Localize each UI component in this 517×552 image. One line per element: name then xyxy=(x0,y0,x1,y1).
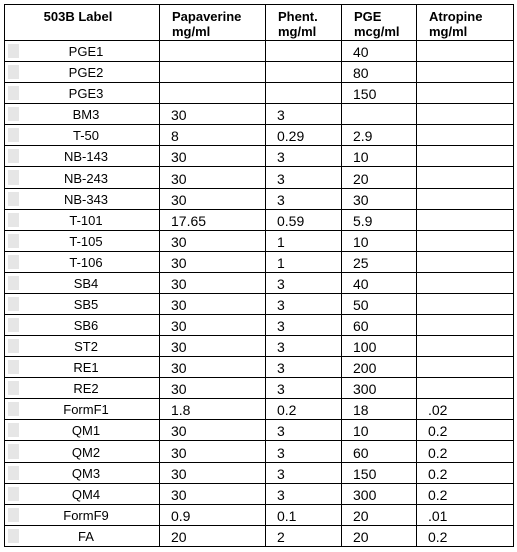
cell-phent: 3 xyxy=(266,336,342,357)
cell-papaverine: 30 xyxy=(160,188,266,209)
cell-papaverine: 30 xyxy=(160,272,266,293)
row-marker xyxy=(8,65,19,79)
table-row xyxy=(5,441,514,462)
table-row xyxy=(5,146,514,167)
row-marker xyxy=(8,213,19,227)
row-marker xyxy=(8,128,19,142)
cell-pge: 18 xyxy=(342,399,417,420)
cell-atropine xyxy=(417,146,514,167)
row-marker xyxy=(8,402,19,416)
cell-papaverine xyxy=(160,62,266,83)
cell-phent: 3 xyxy=(266,293,342,314)
cell-atropine xyxy=(417,272,514,293)
row-label-text: QM3 xyxy=(71,465,101,481)
cell-label xyxy=(5,420,160,441)
cell-phent: 0.59 xyxy=(266,209,342,230)
cell-atropine xyxy=(417,293,514,314)
row-marker xyxy=(8,466,19,480)
cell-phent: 3 xyxy=(266,483,342,504)
cell-phent xyxy=(266,83,342,104)
row-marker xyxy=(8,192,19,206)
cell-label xyxy=(5,315,160,336)
cell-pge: 300 xyxy=(342,483,417,504)
cell-phent: 3 xyxy=(266,272,342,293)
cell-pge: 2.9 xyxy=(342,125,417,146)
row-marker xyxy=(8,86,19,100)
row-label-text: RE1 xyxy=(73,360,99,376)
cell-atropine xyxy=(417,41,514,62)
table-row xyxy=(5,378,514,399)
cell-pge: 150 xyxy=(342,83,417,104)
col-header-atropine xyxy=(417,5,514,41)
cell-phent: 3 xyxy=(266,441,342,462)
cell-label xyxy=(5,462,160,483)
col-header-label-text: 503B Label xyxy=(43,9,113,24)
cell-pge: 20 xyxy=(342,167,417,188)
col-header-atropine-unit: mg/ml xyxy=(429,24,468,39)
cell-label xyxy=(5,293,160,314)
cell-pge: 40 xyxy=(342,272,417,293)
row-label-text: PGE2 xyxy=(68,65,104,81)
cell-pge: 10 xyxy=(342,146,417,167)
cell-papaverine: 30 xyxy=(160,251,266,272)
col-header-papaverine xyxy=(160,5,266,41)
cell-atropine xyxy=(417,378,514,399)
cell-atropine xyxy=(417,357,514,378)
cell-phent: 2 xyxy=(266,525,342,546)
cell-label xyxy=(5,504,160,525)
cell-phent: 0.2 xyxy=(266,399,342,420)
row-marker xyxy=(8,444,19,458)
cell-pge: 30 xyxy=(342,188,417,209)
table-row xyxy=(5,125,514,146)
cell-papaverine: 30 xyxy=(160,420,266,441)
row-label-text: ST2 xyxy=(74,339,98,355)
row-label-text: PGE3 xyxy=(68,86,104,102)
cell-label xyxy=(5,399,160,420)
cell-pge: 80 xyxy=(342,62,417,83)
col-header-phent-unit: mg/ml xyxy=(278,24,317,39)
table-row xyxy=(5,462,514,483)
table-row xyxy=(5,188,514,209)
cell-pge: 10 xyxy=(342,230,417,251)
cell-label xyxy=(5,62,160,83)
table-row xyxy=(5,272,514,293)
cell-papaverine: 17.65 xyxy=(160,209,266,230)
cell-label xyxy=(5,167,160,188)
cell-papaverine: 30 xyxy=(160,230,266,251)
row-label-text: QM1 xyxy=(71,423,101,439)
row-label-text: NB-243 xyxy=(63,170,109,186)
row-marker xyxy=(8,44,19,58)
cell-pge xyxy=(342,104,417,125)
row-marker xyxy=(8,381,19,395)
cell-pge: 5.9 xyxy=(342,209,417,230)
cell-label xyxy=(5,251,160,272)
cell-papaverine: 8 xyxy=(160,125,266,146)
cell-papaverine: 30 xyxy=(160,104,266,125)
cell-papaverine xyxy=(160,41,266,62)
cell-pge: 100 xyxy=(342,336,417,357)
cell-papaverine: 20 xyxy=(160,525,266,546)
cell-atropine xyxy=(417,336,514,357)
row-label-text: T-101 xyxy=(69,212,103,228)
row-marker xyxy=(8,487,19,501)
cell-label xyxy=(5,272,160,293)
cell-atropine: 0.2 xyxy=(417,483,514,504)
row-label-text: FA xyxy=(78,529,94,544)
cell-papaverine: 30 xyxy=(160,315,266,336)
cell-pge: 60 xyxy=(342,441,417,462)
cell-atropine xyxy=(417,230,514,251)
cell-label xyxy=(5,83,160,104)
table-row xyxy=(5,62,514,83)
row-label-text: BM3 xyxy=(72,107,100,123)
row-marker xyxy=(8,360,19,374)
cell-atropine xyxy=(417,188,514,209)
table-row xyxy=(5,230,514,251)
table-row xyxy=(5,83,514,104)
table-row xyxy=(5,167,514,188)
row-marker xyxy=(8,276,19,290)
cell-pge: 20 xyxy=(342,525,417,546)
row-label-text: QM2 xyxy=(71,444,101,460)
cell-papaverine: 30 xyxy=(160,146,266,167)
col-header-label xyxy=(5,5,160,41)
row-label-text: SB6 xyxy=(73,318,99,334)
cell-papaverine: 0.9 xyxy=(160,504,266,525)
cell-atropine xyxy=(417,83,514,104)
cell-label xyxy=(5,209,160,230)
col-header-phent-title: Phent. xyxy=(278,9,318,24)
table-row xyxy=(5,336,514,357)
cell-pge: 300 xyxy=(342,378,417,399)
cell-label xyxy=(5,483,160,504)
row-label-text: SB5 xyxy=(73,297,99,313)
cell-label xyxy=(5,336,160,357)
cell-papaverine: 30 xyxy=(160,293,266,314)
cell-atropine: .01 xyxy=(417,504,514,525)
row-marker xyxy=(8,107,19,121)
col-header-papaverine-title: Papaverine xyxy=(172,9,242,24)
row-marker xyxy=(8,255,19,269)
cell-label xyxy=(5,146,160,167)
row-marker xyxy=(8,318,19,332)
cell-label xyxy=(5,41,160,62)
cell-atropine: 0.2 xyxy=(417,420,514,441)
col-header-phent xyxy=(266,5,342,41)
cell-papaverine: 30 xyxy=(160,378,266,399)
cell-phent: 1 xyxy=(266,251,342,272)
cell-papaverine: 30 xyxy=(160,357,266,378)
row-marker xyxy=(8,423,19,437)
cell-label xyxy=(5,230,160,251)
cell-phent: 0.29 xyxy=(266,125,342,146)
col-header-pge-unit: mcg/ml xyxy=(354,24,400,39)
cell-papaverine: 30 xyxy=(160,336,266,357)
table-row xyxy=(5,399,514,420)
row-marker xyxy=(8,508,19,522)
row-label-text: FormF1 xyxy=(63,402,109,418)
cell-phent: 3 xyxy=(266,167,342,188)
row-label-text: T-105 xyxy=(69,233,103,249)
table-row xyxy=(5,251,514,272)
cell-label xyxy=(5,441,160,462)
cell-atropine xyxy=(417,251,514,272)
table-row xyxy=(5,483,514,504)
table-row xyxy=(5,357,514,378)
row-marker xyxy=(8,339,19,353)
col-header-pge-title: PGE xyxy=(354,9,382,24)
row-label-text: T-50 xyxy=(72,128,99,144)
cell-papaverine: 30 xyxy=(160,167,266,188)
cell-atropine: 0.2 xyxy=(417,462,514,483)
row-marker xyxy=(8,234,19,248)
dosage-table xyxy=(4,4,514,547)
row-label-text: T-106 xyxy=(69,254,103,270)
row-label-text: SB4 xyxy=(73,275,99,291)
cell-pge: 40 xyxy=(342,41,417,62)
row-marker xyxy=(8,297,19,311)
table-row xyxy=(5,293,514,314)
table-body xyxy=(5,41,514,547)
cell-label xyxy=(5,104,160,125)
cell-label xyxy=(5,378,160,399)
cell-phent: 0.1 xyxy=(266,504,342,525)
table-row xyxy=(5,525,514,546)
table-row xyxy=(5,41,514,62)
cell-label xyxy=(5,125,160,146)
cell-phent: 3 xyxy=(266,315,342,336)
cell-phent: 3 xyxy=(266,420,342,441)
cell-pge: 10 xyxy=(342,420,417,441)
col-header-atropine-title: Atropine xyxy=(429,9,483,24)
row-marker xyxy=(8,170,19,184)
col-header-pge xyxy=(342,5,417,41)
cell-pge: 150 xyxy=(342,462,417,483)
row-marker xyxy=(8,149,19,163)
cell-phent: 3 xyxy=(266,146,342,167)
cell-papaverine: 30 xyxy=(160,441,266,462)
table-row xyxy=(5,315,514,336)
row-label-text: NB-343 xyxy=(63,191,109,207)
cell-atropine xyxy=(417,104,514,125)
table-row xyxy=(5,420,514,441)
col-header-papaverine-unit: mg/ml xyxy=(172,24,211,39)
table-row xyxy=(5,209,514,230)
row-label-text: PGE1 xyxy=(68,44,104,60)
cell-pge: 25 xyxy=(342,251,417,272)
cell-atropine xyxy=(417,167,514,188)
row-label-text: QM4 xyxy=(71,486,101,502)
cell-papaverine: 1.8 xyxy=(160,399,266,420)
cell-pge: 20 xyxy=(342,504,417,525)
cell-label xyxy=(5,525,160,546)
cell-phent xyxy=(266,62,342,83)
cell-atropine: .02 xyxy=(417,399,514,420)
cell-papaverine xyxy=(160,83,266,104)
cell-phent: 1 xyxy=(266,230,342,251)
cell-phent: 3 xyxy=(266,104,342,125)
cell-phent: 3 xyxy=(266,378,342,399)
cell-atropine: 0.2 xyxy=(417,441,514,462)
cell-phent: 3 xyxy=(266,357,342,378)
row-label-text: NB-143 xyxy=(63,149,109,165)
row-marker xyxy=(8,529,19,543)
cell-phent: 3 xyxy=(266,188,342,209)
cell-label xyxy=(5,357,160,378)
cell-label xyxy=(5,188,160,209)
table-row xyxy=(5,104,514,125)
cell-pge: 200 xyxy=(342,357,417,378)
header-row xyxy=(5,5,514,41)
cell-pge: 60 xyxy=(342,315,417,336)
cell-atropine: 0.2 xyxy=(417,525,514,546)
cell-phent: 3 xyxy=(266,462,342,483)
cell-atropine xyxy=(417,125,514,146)
row-label-text: FormF9 xyxy=(63,507,109,523)
cell-atropine xyxy=(417,315,514,336)
cell-phent xyxy=(266,41,342,62)
cell-atropine xyxy=(417,209,514,230)
table-row xyxy=(5,504,514,525)
cell-papaverine: 30 xyxy=(160,462,266,483)
cell-papaverine: 30 xyxy=(160,483,266,504)
cell-pge: 50 xyxy=(342,293,417,314)
cell-atropine xyxy=(417,62,514,83)
row-label-text: RE2 xyxy=(73,381,99,397)
